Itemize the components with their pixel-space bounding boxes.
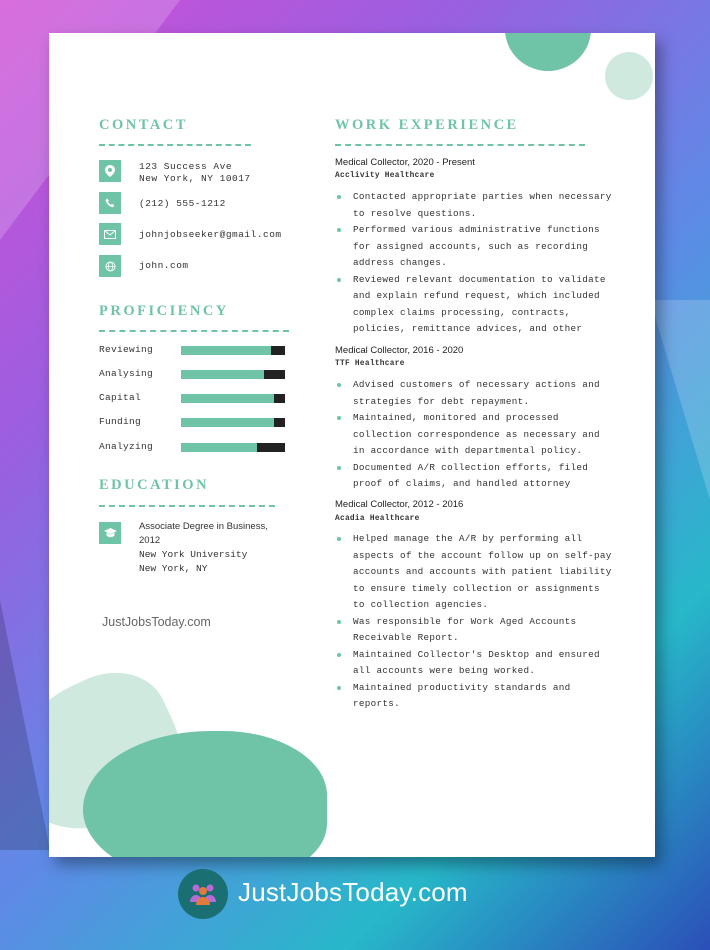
- skill-label: Reviewing: [99, 344, 154, 355]
- globe-icon: [99, 255, 121, 277]
- skill-level-bar: [181, 394, 285, 403]
- contact-heading: CONTACT: [99, 117, 188, 133]
- contact-divider: [99, 144, 251, 146]
- envelope-icon: [99, 223, 121, 245]
- resume-page: [49, 33, 655, 857]
- graduation-cap-icon: [99, 522, 121, 544]
- job-bullet: Helped manage the A/R by performing all aspects of the account follow up on self-pay accounts and accounts with patient liability to ensure timely collection or assignments to collection agencies.: [335, 531, 615, 614]
- proficiency-heading: PROFICIENCY: [99, 303, 229, 319]
- job-bullet: Advised customers of necessary actions and strategies for debt repayment.: [335, 377, 615, 410]
- proficiency-divider: [99, 330, 289, 332]
- skill-level-fill: [181, 418, 274, 427]
- skill-level-fill: [181, 394, 274, 403]
- skill-label: Analysing: [99, 368, 154, 379]
- skill-level-bar: [181, 443, 285, 452]
- job-title: Medical Collector, 2016 - 2020: [335, 345, 464, 356]
- skill-level-bar: [181, 418, 285, 427]
- location-pin-icon: [99, 160, 121, 182]
- skill-label: Capital: [99, 392, 142, 403]
- job-bullet: Maintained Collector's Desktop and ensured all accounts were being worked.: [335, 647, 615, 680]
- footer-brand-link[interactable]: JustJobsToday.com: [238, 877, 468, 907]
- job-bullets: [335, 531, 615, 713]
- address-line-1: 123 Success Ave: [139, 161, 233, 172]
- job-bullets: [335, 189, 615, 338]
- education-location: New York, NY: [139, 563, 208, 574]
- education-heading: EDUCATION: [99, 477, 210, 493]
- website: john.com: [139, 260, 189, 271]
- company-name: Acclivity Healthcare: [335, 172, 435, 180]
- job-bullet: Reviewed relevant documentation to validate and explain refund request, which included complex claims processing, contracts, policies, remittance advices, and other: [335, 272, 615, 338]
- job-bullet: Contacted appropriate parties when necessary to resolve questions.: [335, 189, 615, 222]
- address-line-2: New York, NY 10017: [139, 173, 251, 184]
- job-bullet: Performed various administrative functions for assigned accounts, such as recording address changes.: [335, 222, 615, 272]
- skill-level-bar: [181, 370, 285, 379]
- background-facet: [650, 300, 710, 500]
- decorative-blob-top-small: [605, 52, 653, 100]
- watermark-text: JustJobsToday.com: [102, 615, 211, 629]
- job-bullet: Was responsible for Work Aged Accounts Receivable Report.: [335, 614, 615, 647]
- job-title: Medical Collector, 2020 - Present: [335, 157, 475, 168]
- background-facet: [0, 600, 50, 850]
- company-name: Acadia Healthcare: [335, 515, 420, 523]
- education-school: New York University: [139, 549, 248, 560]
- phone-icon: [99, 192, 121, 214]
- job-bullet: Documented A/R collection efforts, filed proof of claims, and handled attorney: [335, 460, 615, 493]
- decorative-blob-top: [505, 33, 591, 71]
- job-bullets: [335, 377, 615, 493]
- skill-level-fill: [181, 443, 257, 452]
- job-bullet: Maintained, monitored and processed collection correspondence as necessary and in accordance with departmental policy.: [335, 410, 615, 460]
- work-experience-heading: WORK EXPERIENCE: [335, 117, 519, 133]
- skill-label: Analyzing: [99, 441, 154, 452]
- email-address: johnjobseeker@gmail.com: [139, 229, 282, 240]
- job-title: Medical Collector, 2012 - 2016: [335, 499, 464, 510]
- education-details: [139, 520, 279, 576]
- skill-level-fill: [181, 346, 271, 355]
- job-bullet: Maintained productivity standards and reports.: [335, 680, 615, 713]
- phone-number: (212) 555-1212: [139, 198, 226, 209]
- work-experience-divider: [335, 144, 585, 146]
- education-divider: [99, 505, 275, 507]
- company-name: TTF Healthcare: [335, 360, 405, 368]
- skill-level-fill: [181, 370, 264, 379]
- skill-level-bar: [181, 346, 285, 355]
- people-logo-icon[interactable]: [178, 869, 228, 919]
- skill-label: Funding: [99, 416, 142, 427]
- education-degree: Associate Degree in Business, 2012: [139, 521, 268, 546]
